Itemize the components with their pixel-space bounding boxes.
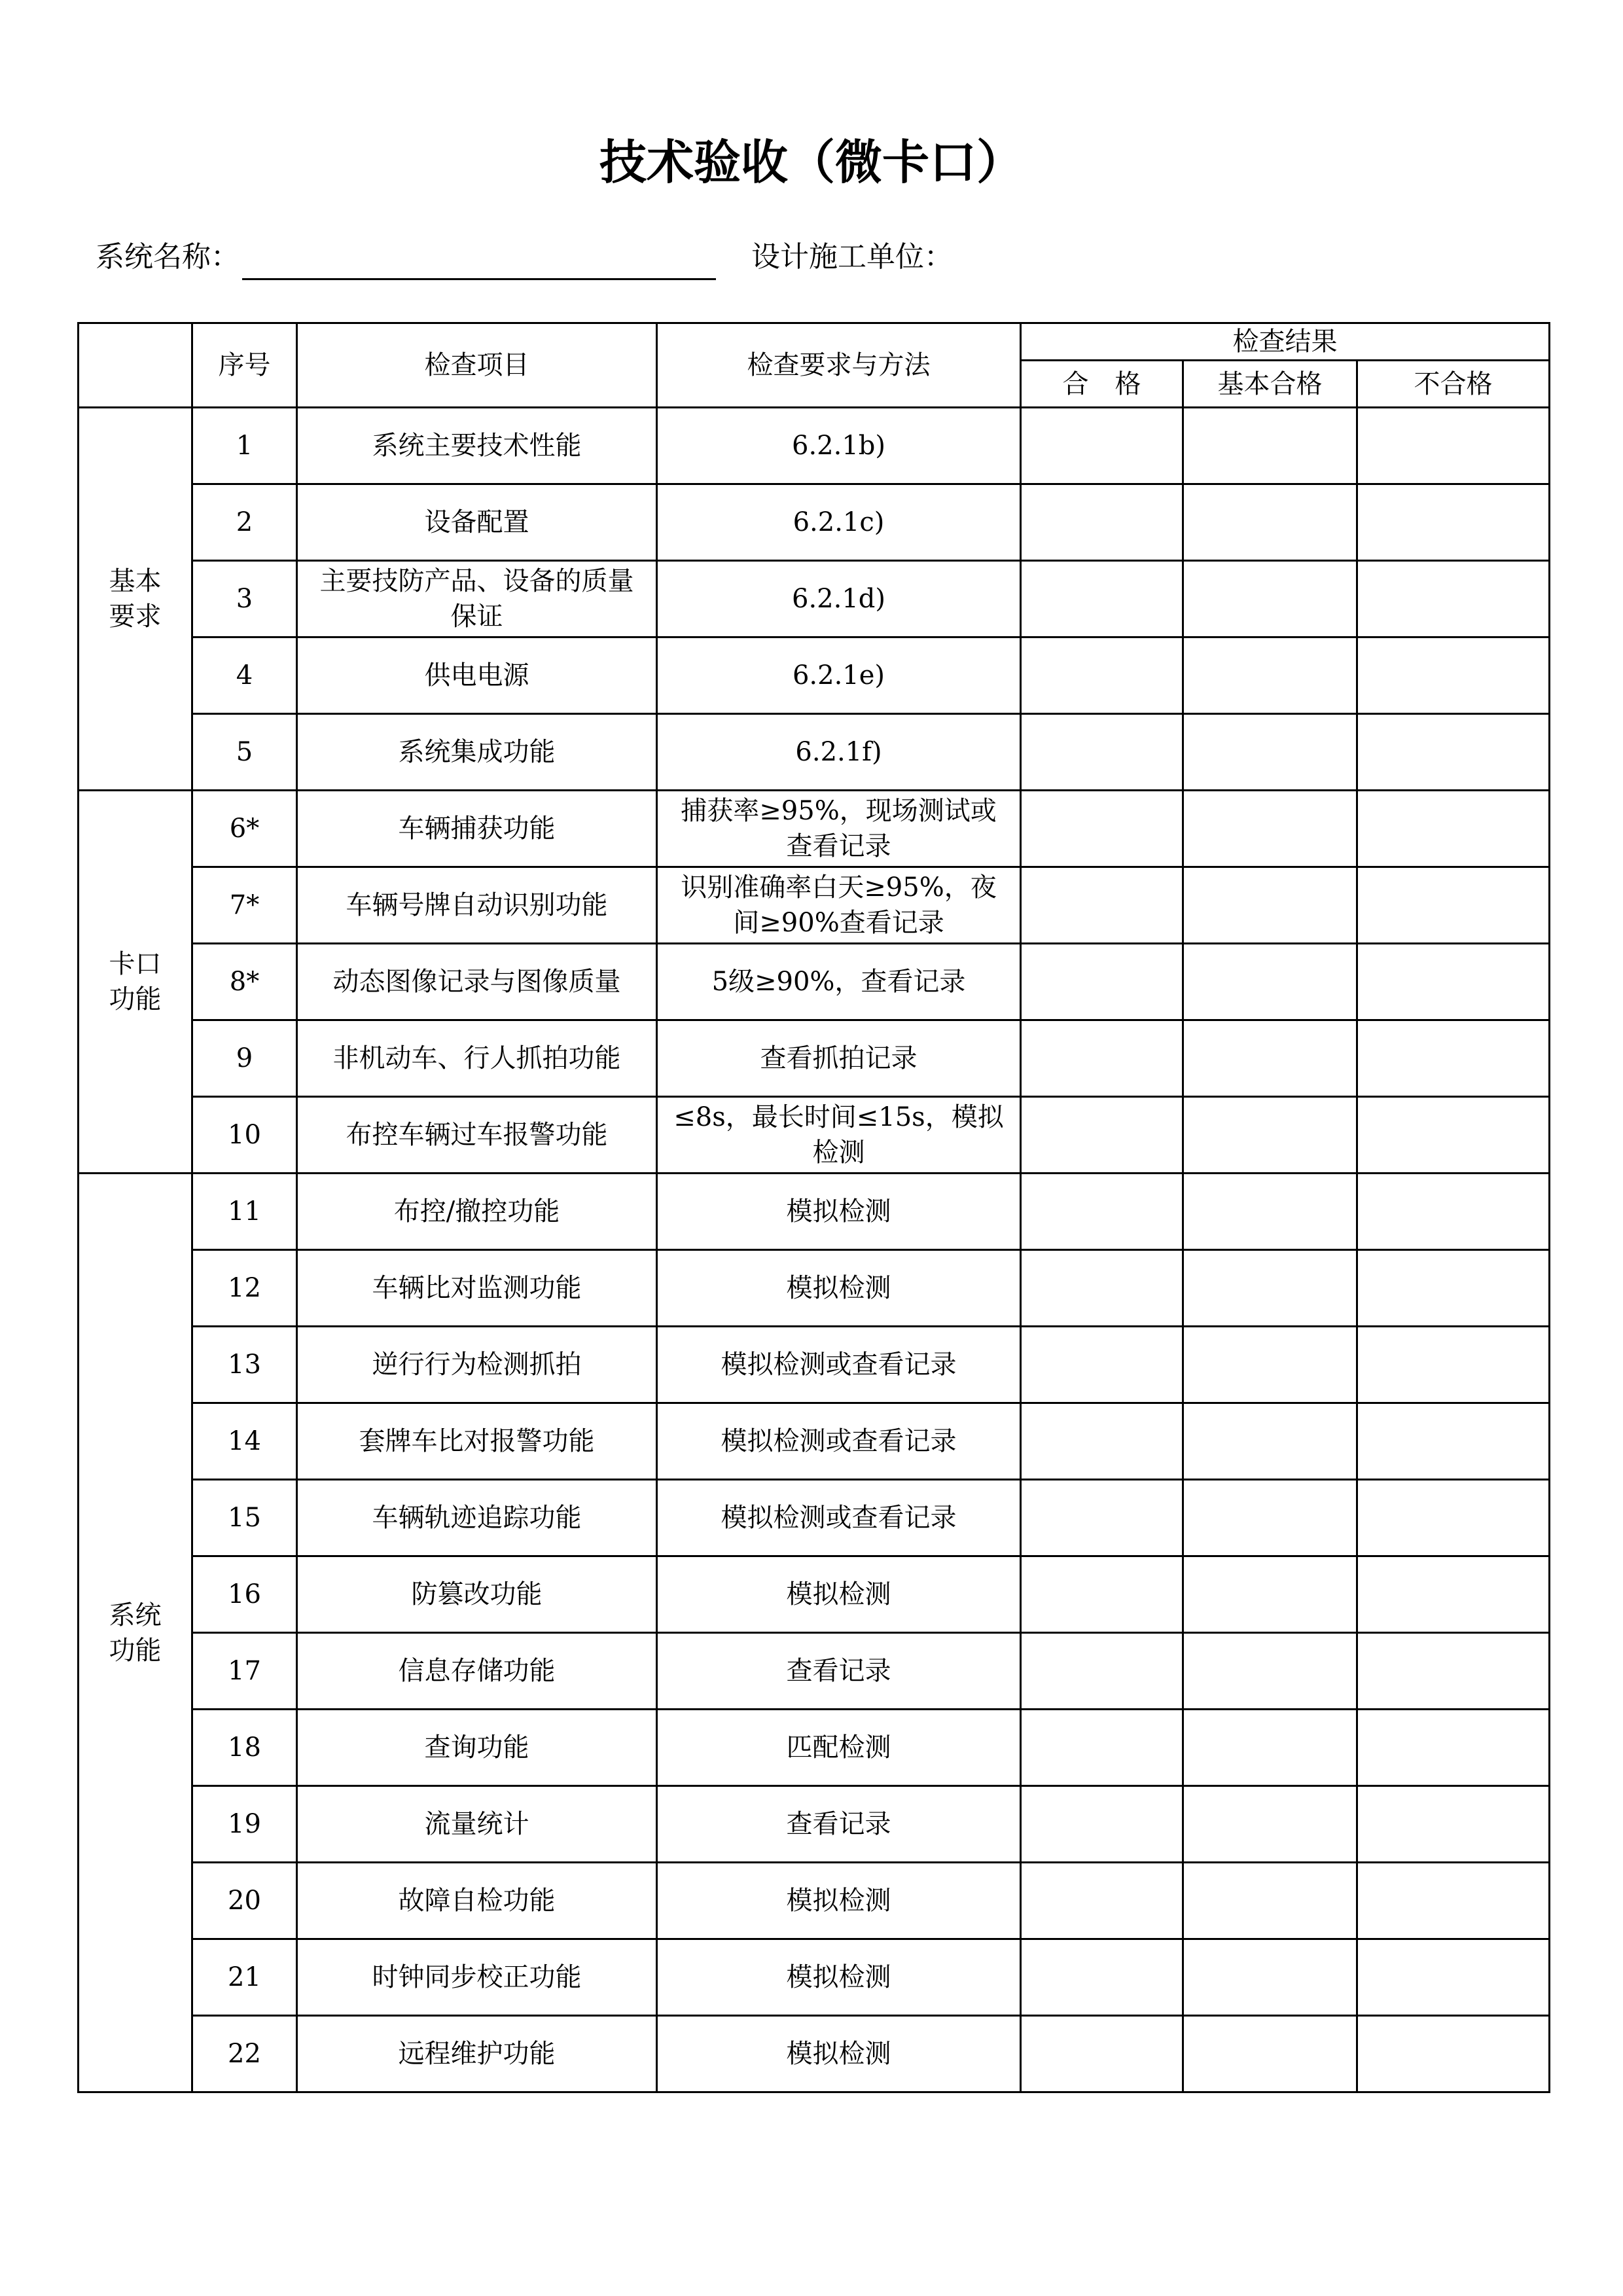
method-cell: 模拟检测 (657, 1174, 1021, 1250)
result-pass-cell[interactable] (1021, 1097, 1183, 1174)
result-pass-cell[interactable] (1021, 1710, 1183, 1786)
result-fail-cell[interactable] (1357, 1710, 1550, 1786)
item-cell: 非机动车、行人抓拍功能 (297, 1020, 657, 1097)
seq-cell: 1 (192, 408, 297, 484)
item-cell: 车辆比对监测功能 (297, 1250, 657, 1327)
system-name-field (96, 234, 750, 280)
result-basic-pass-cell[interactable] (1183, 1480, 1357, 1556)
seq-cell: 19 (192, 1786, 297, 1863)
seq-cell: 20 (192, 1863, 297, 1939)
design-unit-field (751, 234, 953, 280)
method-cell: 模拟检测 (657, 1863, 1021, 1939)
result-basic-pass-cell[interactable] (1183, 408, 1357, 484)
result-basic-pass-cell[interactable] (1183, 1939, 1357, 2016)
seq-cell: 5 (192, 714, 297, 791)
result-pass-cell[interactable] (1021, 1327, 1183, 1403)
header-seq: 序号 (192, 323, 297, 408)
result-fail-cell[interactable] (1357, 1020, 1550, 1097)
item-cell: 查询功能 (297, 1710, 657, 1786)
method-cell: 查看记录 (657, 1633, 1021, 1710)
method-cell: 模拟检测 (657, 1939, 1021, 2016)
item-cell: 防篡改功能 (297, 1556, 657, 1633)
method-cell: ≤8s，最长时间≤15s，模拟检测 (657, 1097, 1021, 1174)
table-row (79, 714, 1550, 791)
seq-cell: 8* (192, 944, 297, 1020)
result-basic-pass-cell[interactable] (1183, 1710, 1357, 1786)
result-basic-pass-cell[interactable] (1183, 1174, 1357, 1250)
method-cell: 6.2.1e) (657, 637, 1021, 714)
system-name-blank[interactable] (242, 244, 716, 280)
seq-cell: 18 (192, 1710, 297, 1786)
group-label: 系统 功能 (79, 1174, 192, 2092)
seq-cell: 7* (192, 867, 297, 944)
method-cell: 识别准确率白天≥95%，夜间≥90%查看记录 (657, 867, 1021, 944)
result-fail-cell[interactable] (1357, 1250, 1550, 1327)
result-fail-cell[interactable] (1357, 1786, 1550, 1863)
item-cell: 故障自检功能 (297, 1863, 657, 1939)
item-cell: 布控/撤控功能 (297, 1174, 657, 1250)
result-fail-cell[interactable] (1357, 1480, 1550, 1556)
result-pass-cell[interactable] (1021, 1939, 1183, 2016)
header-fail: 不合格 (1357, 361, 1550, 408)
header-pass: 合 格 (1021, 361, 1183, 408)
method-cell: 匹配检测 (657, 1710, 1021, 1786)
table-row (79, 1480, 1550, 1556)
result-basic-pass-cell[interactable] (1183, 1863, 1357, 1939)
result-pass-cell[interactable] (1021, 1863, 1183, 1939)
seq-cell: 15 (192, 1480, 297, 1556)
seq-cell: 14 (192, 1403, 297, 1480)
table-row (79, 1020, 1550, 1097)
seq-cell: 17 (192, 1633, 297, 1710)
item-cell: 流量统计 (297, 1786, 657, 1863)
item-cell: 套牌车比对报警功能 (297, 1403, 657, 1480)
result-fail-cell[interactable] (1357, 1939, 1550, 2016)
result-fail-cell[interactable] (1357, 1633, 1550, 1710)
result-pass-cell[interactable] (1021, 1020, 1183, 1097)
method-cell: 6.2.1b) (657, 408, 1021, 484)
inspection-table (77, 322, 1550, 2093)
method-cell: 模拟检测或查看记录 (657, 1327, 1021, 1403)
seq-cell: 9 (192, 1020, 297, 1097)
result-fail-cell[interactable] (1357, 637, 1550, 714)
result-basic-pass-cell[interactable] (1183, 1250, 1357, 1327)
item-cell: 系统集成功能 (297, 714, 657, 791)
result-fail-cell[interactable] (1357, 484, 1550, 561)
table-row (79, 561, 1550, 637)
result-pass-cell[interactable] (1021, 561, 1183, 637)
result-pass-cell[interactable] (1021, 867, 1183, 944)
result-basic-pass-cell[interactable] (1183, 944, 1357, 1020)
table-row (79, 1939, 1550, 2016)
seq-cell: 2 (192, 484, 297, 561)
item-cell: 车辆轨迹追踪功能 (297, 1480, 657, 1556)
seq-cell: 6* (192, 791, 297, 867)
seq-cell: 11 (192, 1174, 297, 1250)
item-cell: 逆行行为检测抓拍 (297, 1327, 657, 1403)
item-cell: 时钟同步校正功能 (297, 1939, 657, 2016)
item-cell: 信息存储功能 (297, 1633, 657, 1710)
table-row (79, 1174, 1550, 1250)
result-fail-cell[interactable] (1357, 867, 1550, 944)
table-row (79, 408, 1550, 484)
group-label: 基本 要求 (79, 408, 192, 791)
item-cell: 车辆号牌自动识别功能 (297, 867, 657, 944)
result-pass-cell[interactable] (1021, 1786, 1183, 1863)
result-basic-pass-cell[interactable] (1183, 1786, 1357, 1863)
result-fail-cell[interactable] (1357, 1556, 1550, 1633)
result-fail-cell[interactable] (1357, 714, 1550, 791)
header-method: 检查要求与方法 (657, 323, 1021, 408)
method-cell: 模拟检测 (657, 1250, 1021, 1327)
result-fail-cell[interactable] (1357, 1327, 1550, 1403)
system-name-label: 系统名称： (96, 240, 240, 274)
method-cell: 捕获率≥95%，现场测试或查看记录 (657, 791, 1021, 867)
result-basic-pass-cell[interactable] (1183, 1556, 1357, 1633)
table-row (79, 1097, 1550, 1174)
method-cell: 6.2.1d) (657, 561, 1021, 637)
result-fail-cell[interactable] (1357, 1863, 1550, 1939)
result-pass-cell[interactable] (1021, 1403, 1183, 1480)
item-cell: 远程维护功能 (297, 2016, 657, 2092)
result-basic-pass-cell[interactable] (1183, 1020, 1357, 1097)
table-row (79, 1633, 1550, 1710)
seq-cell: 16 (192, 1556, 297, 1633)
result-pass-cell[interactable] (1021, 1250, 1183, 1327)
method-cell: 查看记录 (657, 1786, 1021, 1863)
item-cell: 动态图像记录与图像质量 (297, 944, 657, 1020)
result-fail-cell[interactable] (1357, 944, 1550, 1020)
group-label: 卡口 功能 (79, 791, 192, 1174)
table-row (79, 1250, 1550, 1327)
result-basic-pass-cell[interactable] (1183, 1097, 1357, 1174)
result-fail-cell[interactable] (1357, 1403, 1550, 1480)
item-cell: 设备配置 (297, 484, 657, 561)
method-cell: 6.2.1c) (657, 484, 1021, 561)
result-fail-cell[interactable] (1357, 561, 1550, 637)
header-group-blank (79, 323, 192, 408)
table-row (79, 867, 1550, 944)
result-fail-cell[interactable] (1357, 791, 1550, 867)
result-basic-pass-cell[interactable] (1183, 1327, 1357, 1403)
header-result: 检查结果 (1021, 323, 1550, 361)
result-pass-cell[interactable] (1021, 1633, 1183, 1710)
table-row (79, 2016, 1550, 2092)
result-fail-cell[interactable] (1357, 1097, 1550, 1174)
result-pass-cell[interactable] (1021, 1174, 1183, 1250)
table-row (79, 944, 1550, 1020)
seq-cell: 13 (192, 1327, 297, 1403)
item-cell: 主要技防产品、设备的质量保证 (297, 561, 657, 637)
method-cell: 6.2.1f) (657, 714, 1021, 791)
result-basic-pass-cell[interactable] (1183, 637, 1357, 714)
result-fail-cell[interactable] (1357, 408, 1550, 484)
result-basic-pass-cell[interactable] (1183, 484, 1357, 561)
result-pass-cell[interactable] (1021, 408, 1183, 484)
header-item: 检查项目 (297, 323, 657, 408)
seq-cell: 21 (192, 1939, 297, 2016)
table-row (79, 484, 1550, 561)
result-basic-pass-cell[interactable] (1183, 2016, 1357, 2092)
result-basic-pass-cell[interactable] (1183, 1403, 1357, 1480)
design-unit-label: 设计施工单位： (751, 240, 953, 274)
item-cell: 车辆捕获功能 (297, 791, 657, 867)
result-pass-cell[interactable] (1021, 637, 1183, 714)
seq-cell: 3 (192, 561, 297, 637)
seq-cell: 22 (192, 2016, 297, 2092)
table-row (79, 1327, 1550, 1403)
seq-cell: 12 (192, 1250, 297, 1327)
method-cell: 模拟检测或查看记录 (657, 1480, 1021, 1556)
table-row (79, 1403, 1550, 1480)
result-pass-cell[interactable] (1021, 714, 1183, 791)
result-basic-pass-cell[interactable] (1183, 1633, 1357, 1710)
result-pass-cell[interactable] (1021, 484, 1183, 561)
table-row (79, 637, 1550, 714)
result-basic-pass-cell[interactable] (1183, 791, 1357, 867)
method-cell: 模拟检测或查看记录 (657, 1403, 1021, 1480)
result-fail-cell[interactable] (1357, 2016, 1550, 2092)
table-row (79, 1863, 1550, 1939)
result-basic-pass-cell[interactable] (1183, 714, 1357, 791)
seq-cell: 4 (192, 637, 297, 714)
result-pass-cell[interactable] (1021, 944, 1183, 1020)
result-basic-pass-cell[interactable] (1183, 867, 1357, 944)
result-pass-cell[interactable] (1021, 2016, 1183, 2092)
result-pass-cell[interactable] (1021, 1480, 1183, 1556)
seq-cell: 10 (192, 1097, 297, 1174)
result-pass-cell[interactable] (1021, 791, 1183, 867)
method-cell: 模拟检测 (657, 1556, 1021, 1633)
method-cell: 5级≥90%，查看记录 (657, 944, 1021, 1020)
result-fail-cell[interactable] (1357, 1174, 1550, 1250)
table-row (79, 1710, 1550, 1786)
method-cell: 查看抓拍记录 (657, 1020, 1021, 1097)
header-basic-pass: 基本合格 (1183, 361, 1357, 408)
table-row (79, 1556, 1550, 1633)
table-row (79, 1786, 1550, 1863)
method-cell: 模拟检测 (657, 2016, 1021, 2092)
table-row (79, 791, 1550, 867)
item-cell: 系统主要技术性能 (297, 408, 657, 484)
item-cell: 布控车辆过车报警功能 (297, 1097, 657, 1174)
page-title: 技术验收（微卡口） (599, 135, 1024, 190)
result-pass-cell[interactable] (1021, 1556, 1183, 1633)
result-basic-pass-cell[interactable] (1183, 561, 1357, 637)
item-cell: 供电电源 (297, 637, 657, 714)
